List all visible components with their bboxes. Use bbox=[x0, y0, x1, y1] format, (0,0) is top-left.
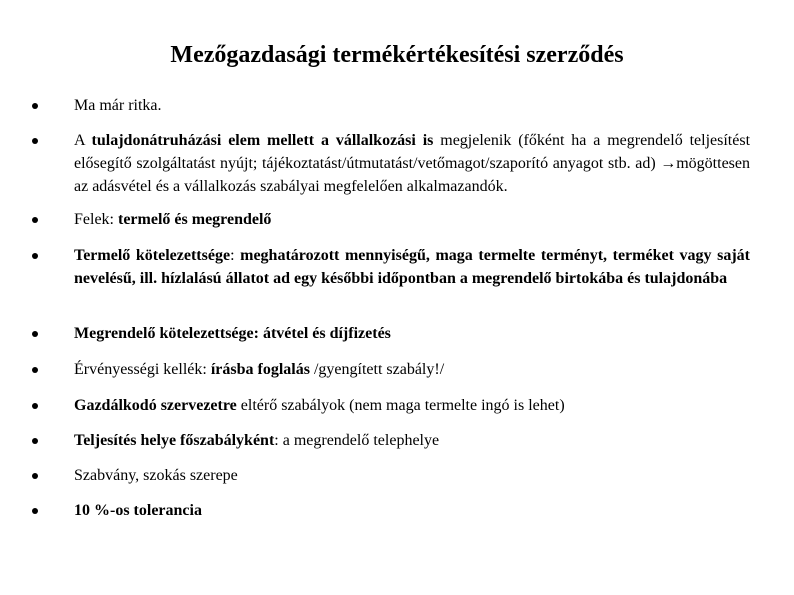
bullet-dot-icon bbox=[32, 403, 38, 409]
bullet-dot-icon bbox=[32, 438, 38, 444]
text-segment: : a megrendelő telephelye bbox=[274, 432, 440, 449]
bullet-item-7 bbox=[74, 394, 750, 417]
bullet-item-3 bbox=[74, 208, 750, 231]
bullet-dot-icon bbox=[32, 331, 38, 337]
bullet-text bbox=[74, 397, 565, 414]
bullet-item-10 bbox=[74, 499, 750, 522]
bullet-item-8 bbox=[74, 429, 750, 452]
bullet-text bbox=[74, 211, 271, 228]
slide-title: Mezőgazdasági termékértékesítési szerződés bbox=[170, 42, 624, 68]
bullet-dot-icon bbox=[32, 473, 38, 479]
bullet-text bbox=[74, 502, 202, 519]
bullet-dot-icon bbox=[32, 253, 38, 259]
bullet-item-2 bbox=[74, 129, 750, 198]
text-segment: Felek: bbox=[74, 211, 118, 228]
bullet-text bbox=[74, 97, 162, 114]
text-segment: megjelenik (főként ha a megrendelő teljesítést elősegítő szolgáltatást nyújt; tájékoztatást/útmutatást/vetőmagot/szaporító anyagot stb. ad) →mögöttesen az adásvétel és a vállalkozás szabályai megfelelően alkalmazandók. bbox=[74, 132, 751, 195]
text-segment-bold: Teljesítés helye főszabályként bbox=[74, 432, 275, 449]
bullet-text bbox=[74, 432, 439, 449]
text-segment-bold: Megrendelő kötelezettsége: átvétel és díjfizetés bbox=[74, 325, 391, 342]
text-segment-bold: meghatározott mennyiségű, maga termelte terményt, terméket vagy saját nevelésű, ill. hízlalású állatot ad egy későbbi időpontban a megrendelő birtokába és tulajdonába bbox=[74, 247, 751, 287]
text-segment: Szabvány, szokás szerepe bbox=[74, 467, 238, 484]
bullet-dot-icon bbox=[32, 217, 38, 223]
text-segment-bold: Termelő kötelezettsége bbox=[74, 247, 231, 264]
bullet-text bbox=[74, 361, 444, 378]
bullet-item-6 bbox=[74, 358, 750, 381]
text-segment-bold: tulajdonátruházási elem mellett a vállalkozási is bbox=[91, 132, 434, 149]
text-segment-bold: írásba foglalás bbox=[210, 361, 310, 378]
bullet-dot-icon bbox=[32, 508, 38, 514]
bullet-dot-icon bbox=[32, 103, 38, 109]
text-segment-bold: 10 %-os tolerancia bbox=[74, 502, 202, 519]
bullet-item-9 bbox=[74, 464, 750, 487]
bullet-dot-icon bbox=[32, 367, 38, 373]
text-segment: : bbox=[230, 247, 241, 264]
text-segment-bold: Gazdálkodó szervezetre bbox=[74, 397, 237, 414]
text-segment: eltérő szabályok (nem maga termelte ingó is lehet) bbox=[236, 397, 565, 414]
text-segment-bold: termelő és megrendelő bbox=[118, 211, 272, 228]
bullet-item-5 bbox=[74, 322, 750, 345]
bullet-text bbox=[74, 325, 391, 342]
text-segment: A bbox=[74, 132, 92, 149]
text-segment: Érvényességi kellék: bbox=[74, 361, 211, 378]
text-segment: Ma már ritka. bbox=[74, 97, 162, 114]
bullet-item-1 bbox=[74, 94, 750, 117]
bullet-text bbox=[74, 247, 750, 287]
bullet-dot-icon bbox=[32, 138, 38, 144]
text-segment: /gyengített szabály!/ bbox=[309, 361, 445, 378]
bullet-text bbox=[74, 467, 238, 484]
bullet-text bbox=[74, 132, 750, 195]
bullet-item-4 bbox=[74, 244, 750, 290]
